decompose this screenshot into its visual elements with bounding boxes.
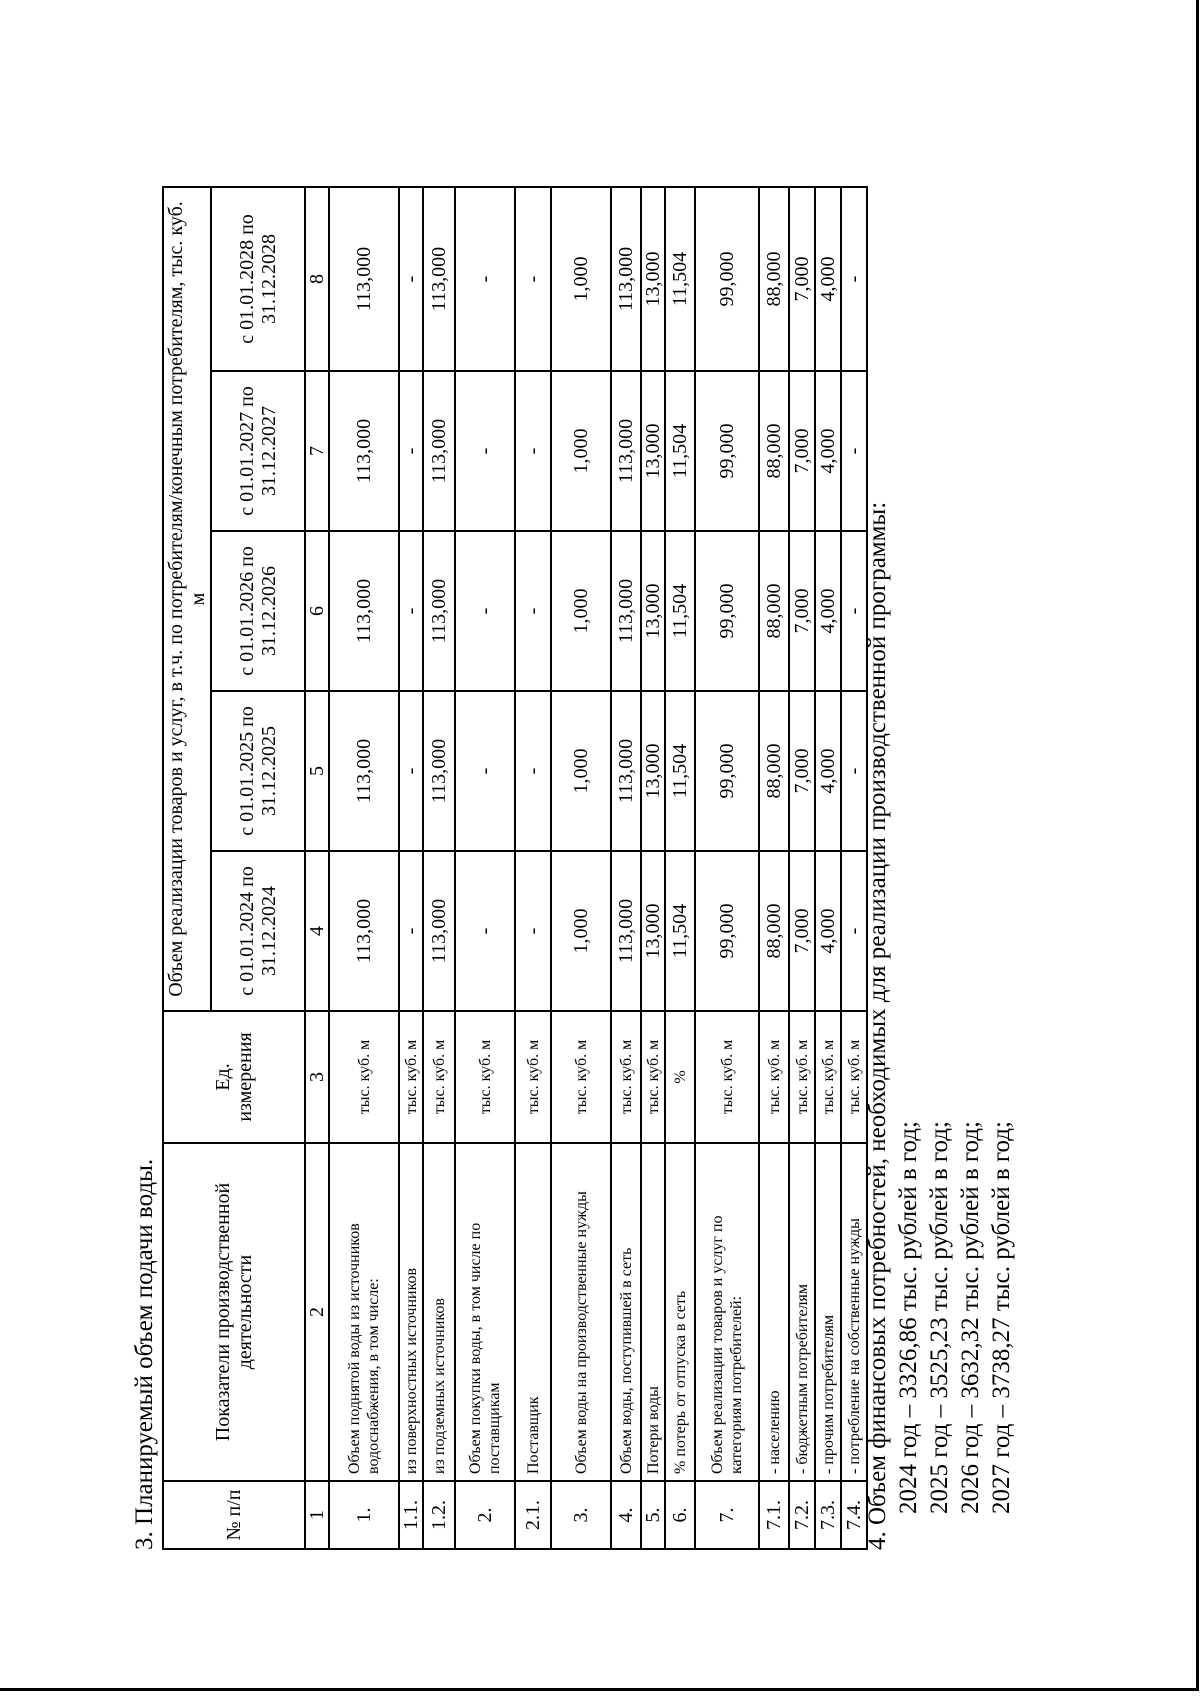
financial-needs-section <box>862 502 1017 1550</box>
row-value-2025: - <box>455 691 515 851</box>
row-value-2027: 99,000 <box>695 371 759 531</box>
financial-year-line: 2026 год – 3632,32 тыс. рублей в год; <box>957 1121 984 1514</box>
row-value-2025: 99,000 <box>695 691 759 851</box>
row-unit: тыс. куб. м <box>815 1011 841 1143</box>
row-value-2024: 7,000 <box>789 851 815 1011</box>
row-number: 3. <box>551 1481 611 1549</box>
row-indicator: Объем воды, поступившей в сеть <box>611 1143 641 1481</box>
column-number: 8 <box>305 187 329 371</box>
row-value-2026: - <box>399 531 423 691</box>
header-row-number: № п/п <box>163 1481 305 1549</box>
column-number: 4 <box>305 851 329 1011</box>
row-number: 7.3. <box>815 1481 841 1549</box>
row-value-2025: - <box>841 691 867 851</box>
row-value-2028: - <box>455 187 515 371</box>
row-value-2027: - <box>841 371 867 531</box>
row-number: 4. <box>611 1481 641 1549</box>
row-value-2026: 1,000 <box>551 531 611 691</box>
row-number: 7. <box>695 1481 759 1549</box>
header-unit: Ед. измерения <box>163 1011 305 1143</box>
row-value-2024: 99,000 <box>695 851 759 1011</box>
row-number: 1.1. <box>399 1481 423 1549</box>
row-number: 7.2. <box>789 1481 815 1549</box>
row-value-2026: 99,000 <box>695 531 759 691</box>
financial-year-line: 2027 год – 3738,27 тыс. рублей в год; <box>988 1121 1015 1514</box>
row-value-2025: 4,000 <box>815 691 841 851</box>
row-value-2026: - <box>515 531 551 691</box>
row-unit: тыс. куб. м <box>695 1011 759 1143</box>
row-value-2026: - <box>841 531 867 691</box>
column-number: 6 <box>305 531 329 691</box>
column-number: 1 <box>305 1481 329 1549</box>
financial-needs-heading: 4. Объем финансовых потребностей, необходимых для реализации производственной программы: <box>864 501 891 1550</box>
row-value-2025: 88,000 <box>759 691 789 851</box>
table-row <box>551 187 611 1549</box>
header-period-2025: с 01.01.2025 по 31.12.2025 <box>211 691 305 851</box>
row-value-2026: 113,000 <box>611 531 641 691</box>
row-indicator: из поверхностных источников <box>399 1143 423 1481</box>
row-number: 1. <box>329 1481 399 1549</box>
header-period-2026: с 01.01.2026 по 31.12.2026 <box>211 531 305 691</box>
row-indicator: - населению <box>759 1143 789 1481</box>
row-value-2028: 113,000 <box>329 187 399 371</box>
row-value-2025: - <box>399 691 423 851</box>
financial-year-line: 2025 год – 3525,23 тыс. рублей в год; <box>926 1121 953 1514</box>
section-3-title: 3. Планируемый объем подачи воды. <box>131 1158 158 1550</box>
table-row <box>789 187 815 1549</box>
row-value-2024: 88,000 <box>759 851 789 1011</box>
row-value-2024: - <box>455 851 515 1011</box>
column-number: 3 <box>305 1011 329 1143</box>
row-number: 7.4. <box>841 1481 867 1549</box>
row-indicator: Объем поднятой воды из источников водоснабжения, в том числе: <box>329 1143 399 1481</box>
row-value-2026: 4,000 <box>815 531 841 691</box>
row-value-2026: - <box>455 531 515 691</box>
row-value-2028: - <box>399 187 423 371</box>
table-row <box>455 187 515 1549</box>
table-row <box>759 187 789 1549</box>
table-row <box>399 187 423 1549</box>
financial-year-line: 2024 год – 3326,86 тыс. рублей в год; <box>895 1121 922 1514</box>
header-sales-volume: Объем реализации товаров и услуг, в т.ч. по потребителям/конечным потребителям, тыс. куб. м <box>163 187 211 1011</box>
row-value-2028: 1,000 <box>551 187 611 371</box>
row-value-2027: 4,000 <box>815 371 841 531</box>
row-value-2026: 11,504 <box>665 531 695 691</box>
row-value-2025: 113,000 <box>423 691 455 851</box>
table-row <box>641 187 665 1549</box>
row-value-2026: 88,000 <box>759 531 789 691</box>
row-indicator: Объем покупки воды, в том числе по поставщикам <box>455 1143 515 1481</box>
row-value-2025: 13,000 <box>641 691 665 851</box>
row-value-2025: 113,000 <box>611 691 641 851</box>
row-unit: тыс. куб. м <box>423 1011 455 1143</box>
row-value-2025: - <box>515 691 551 851</box>
row-value-2024: - <box>841 851 867 1011</box>
rotated-page-content <box>30 0 1030 1560</box>
header-indicator: Показатели производственной деятельности <box>163 1143 305 1481</box>
table-row <box>423 187 455 1549</box>
table-row <box>329 187 399 1549</box>
row-value-2025: 113,000 <box>329 691 399 851</box>
row-value-2024: 1,000 <box>551 851 611 1011</box>
row-unit: % <box>665 1011 695 1143</box>
row-unit: тыс. куб. м <box>329 1011 399 1143</box>
row-unit: тыс. куб. м <box>759 1011 789 1143</box>
row-value-2028: 113,000 <box>423 187 455 371</box>
header-period-2028: с 01.01.2028 по 31.12.2028 <box>211 187 305 371</box>
table-row <box>695 187 759 1549</box>
row-unit: тыс. куб. м <box>841 1011 867 1143</box>
row-value-2024: 113,000 <box>611 851 641 1011</box>
table-row <box>815 187 841 1549</box>
row-value-2028: 113,000 <box>611 187 641 371</box>
row-unit: тыс. куб. м <box>611 1011 641 1143</box>
row-indicator: Объем реализации товаров и услуг по категориям потребителей: <box>695 1143 759 1481</box>
row-number: 1.2. <box>423 1481 455 1549</box>
row-value-2026: 13,000 <box>641 531 665 691</box>
row-unit: тыс. куб. м <box>399 1011 423 1143</box>
row-indicator: % потерь от отпуска в сеть <box>665 1143 695 1481</box>
row-value-2027: 11,504 <box>665 371 695 531</box>
row-value-2027: 13,000 <box>641 371 665 531</box>
row-value-2028: - <box>841 187 867 371</box>
row-value-2024: 13,000 <box>641 851 665 1011</box>
row-indicator: Объем воды на производственные нужды <box>551 1143 611 1481</box>
row-value-2026: 7,000 <box>789 531 815 691</box>
row-value-2024: 113,000 <box>423 851 455 1011</box>
column-number: 5 <box>305 691 329 851</box>
column-number-row <box>305 187 329 1549</box>
table-row <box>515 187 551 1549</box>
table-row <box>611 187 641 1549</box>
row-value-2027: - <box>515 371 551 531</box>
row-indicator: - потребление на собственные нужды <box>841 1143 867 1481</box>
row-value-2024: 4,000 <box>815 851 841 1011</box>
row-value-2025: 1,000 <box>551 691 611 851</box>
row-value-2027: 7,000 <box>789 371 815 531</box>
row-value-2025: 11,504 <box>665 691 695 851</box>
row-indicator: из подземных источников <box>423 1143 455 1481</box>
row-indicator: Поставщик <box>515 1143 551 1481</box>
row-unit: тыс. куб. м <box>789 1011 815 1143</box>
row-value-2028: 11,504 <box>665 187 695 371</box>
row-value-2028: 7,000 <box>789 187 815 371</box>
water-volume-table <box>162 186 868 1550</box>
row-value-2027: 1,000 <box>551 371 611 531</box>
row-value-2026: 113,000 <box>329 531 399 691</box>
row-value-2028: 13,000 <box>641 187 665 371</box>
row-indicator: - прочим потребителям <box>815 1143 841 1481</box>
row-value-2024: - <box>399 851 423 1011</box>
row-number: 2.1. <box>515 1481 551 1549</box>
row-value-2027: 113,000 <box>329 371 399 531</box>
row-value-2027: - <box>455 371 515 531</box>
row-number: 6. <box>665 1481 695 1549</box>
row-unit: тыс. куб. м <box>551 1011 611 1143</box>
row-indicator: - бюджетным потребителям <box>789 1143 815 1481</box>
row-value-2027: 113,000 <box>611 371 641 531</box>
header-period-2027: с 01.01.2027 по 31.12.2027 <box>211 371 305 531</box>
row-unit: тыс. куб. м <box>455 1011 515 1143</box>
row-value-2024: 113,000 <box>329 851 399 1011</box>
row-value-2028: 88,000 <box>759 187 789 371</box>
row-value-2027: 88,000 <box>759 371 789 531</box>
row-value-2027: - <box>399 371 423 531</box>
row-number: 5. <box>641 1481 665 1549</box>
row-value-2025: 7,000 <box>789 691 815 851</box>
row-value-2027: 113,000 <box>423 371 455 531</box>
row-value-2026: 113,000 <box>423 531 455 691</box>
row-value-2028: 4,000 <box>815 187 841 371</box>
column-number: 7 <box>305 371 329 531</box>
row-indicator: Потери воды <box>641 1143 665 1481</box>
table-row <box>665 187 695 1549</box>
row-value-2024: - <box>515 851 551 1011</box>
header-period-2024: с 01.01.2024 по 31.12.2024 <box>211 851 305 1011</box>
row-unit: тыс. куб. м <box>515 1011 551 1143</box>
row-number: 7.1. <box>759 1481 789 1549</box>
row-value-2028: 99,000 <box>695 187 759 371</box>
row-unit: тыс. куб. м <box>641 1011 665 1143</box>
row-value-2024: 11,504 <box>665 851 695 1011</box>
column-number: 2 <box>305 1143 329 1481</box>
row-value-2028: - <box>515 187 551 371</box>
row-number: 2. <box>455 1481 515 1549</box>
